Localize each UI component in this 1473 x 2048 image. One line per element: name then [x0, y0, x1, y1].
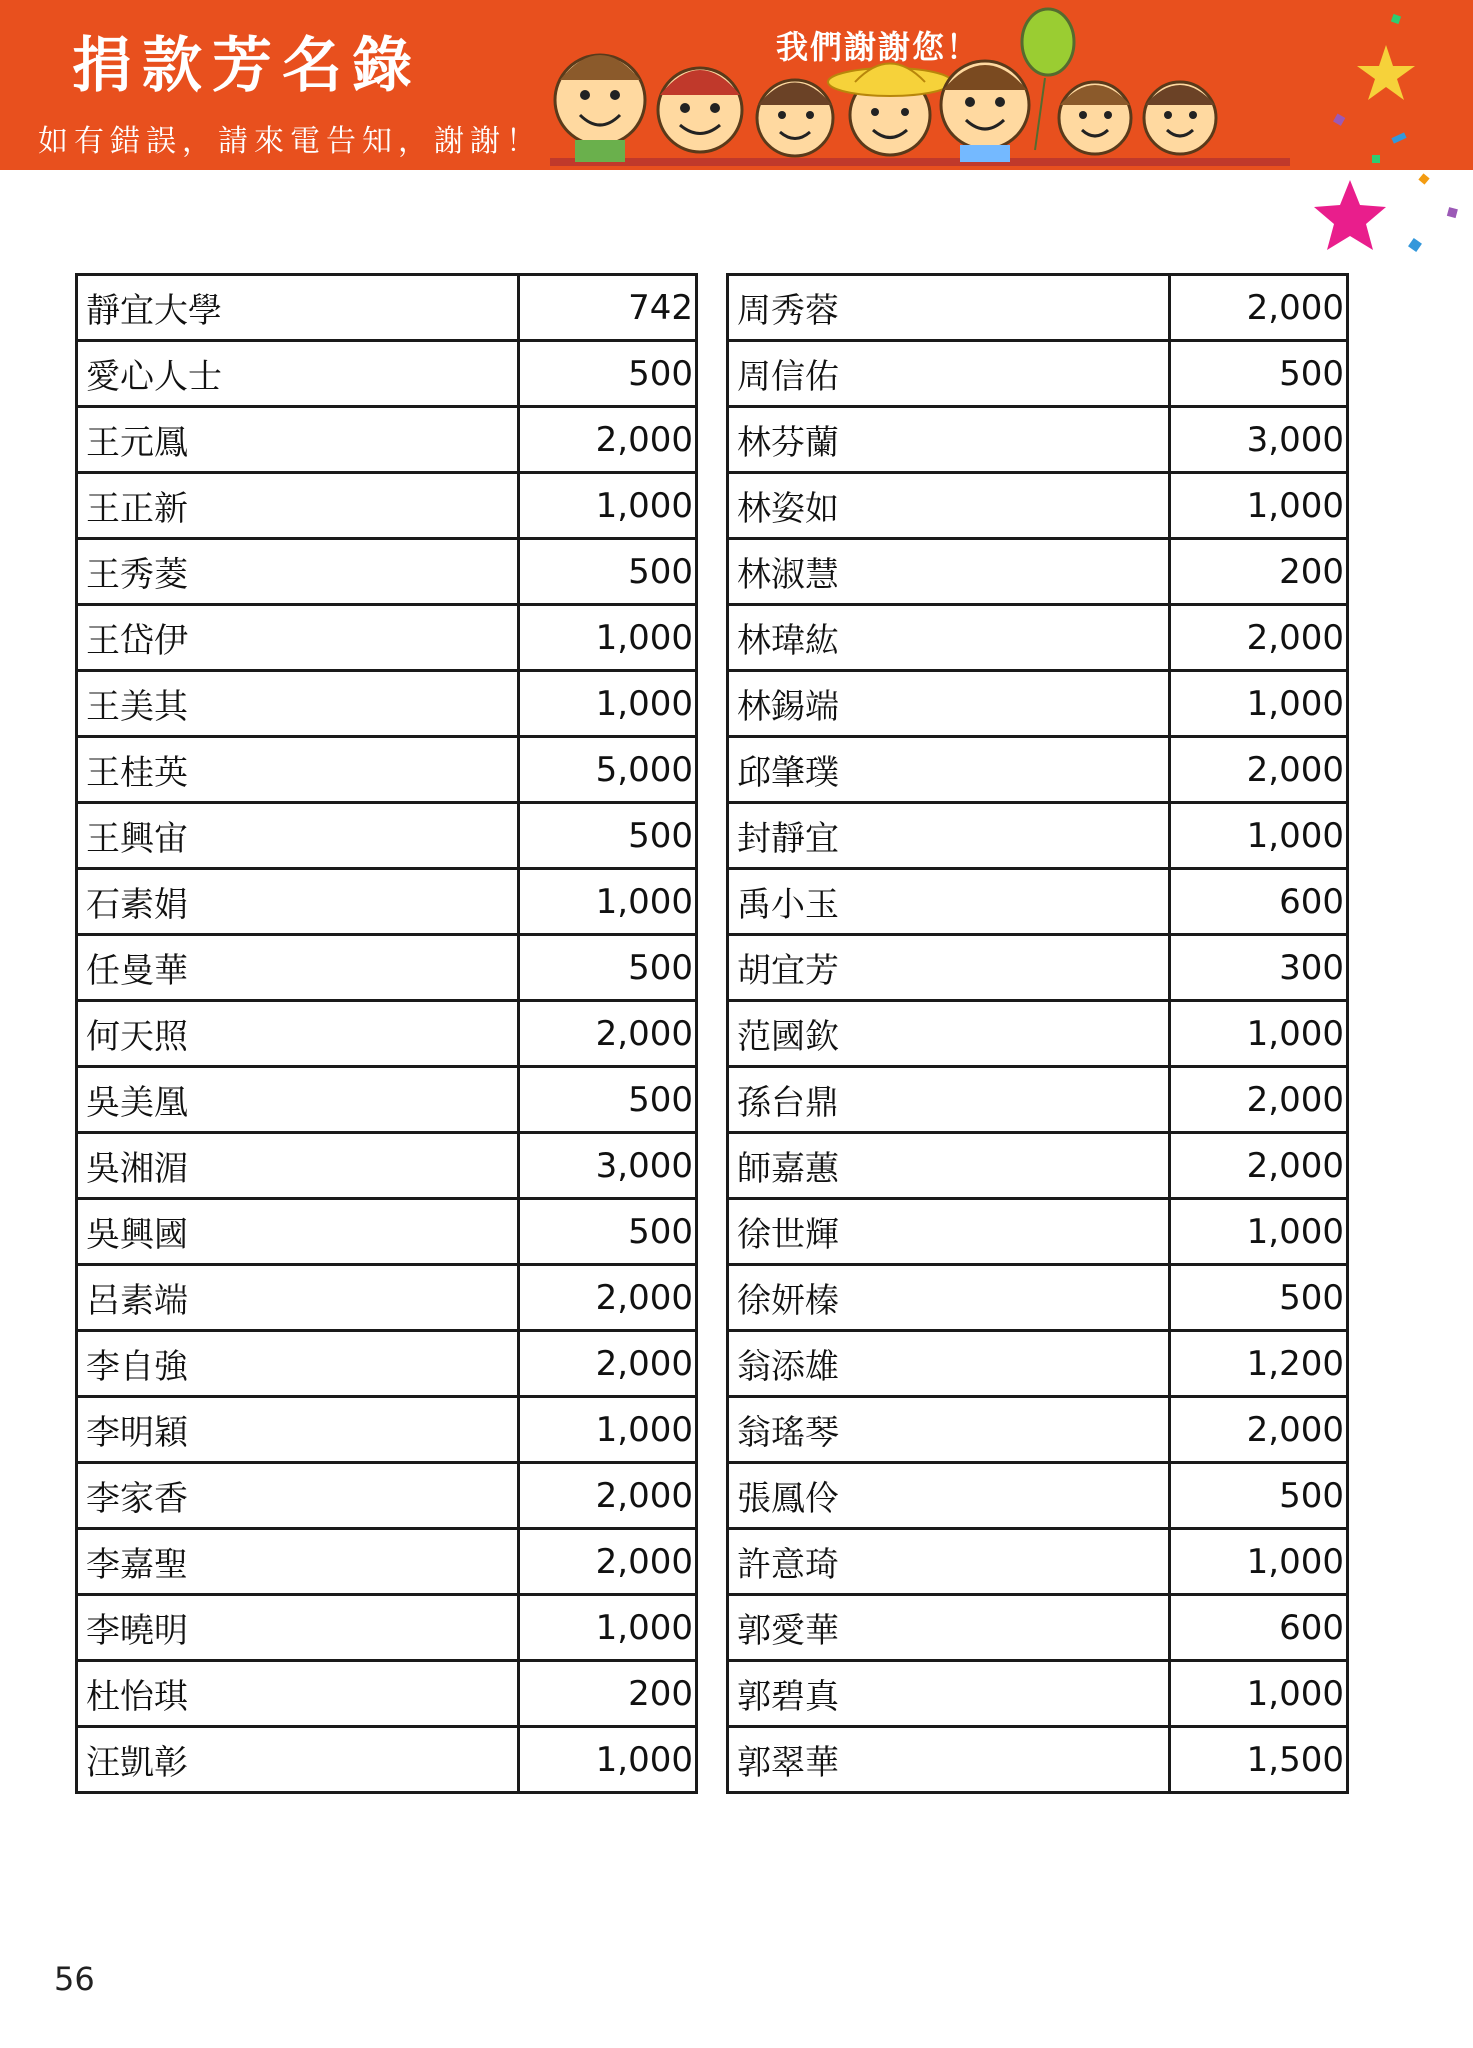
donor-name: 孫台鼎	[728, 1067, 1170, 1133]
table-row	[728, 275, 1348, 341]
table-row	[77, 341, 697, 407]
donor-name: 呂素端	[77, 1265, 519, 1331]
donor-name: 林瑋紘	[728, 605, 1170, 671]
donor-name: 王桂英	[77, 737, 519, 803]
donation-amount: 1,000	[519, 605, 697, 671]
donor-table-left	[75, 273, 698, 1794]
donor-name: 石素娟	[77, 869, 519, 935]
donor-name: 任曼華	[77, 935, 519, 1001]
table-row	[77, 539, 697, 605]
donor-table-right	[726, 273, 1349, 1794]
table-row	[77, 1661, 697, 1727]
table-row	[728, 671, 1348, 737]
table-row	[77, 473, 697, 539]
donation-amount: 200	[1170, 539, 1348, 605]
donor-name: 靜宜大學	[77, 275, 519, 341]
table-row	[728, 605, 1348, 671]
donation-amount: 1,000	[519, 1397, 697, 1463]
table-row	[728, 1661, 1348, 1727]
page-subtitle: 如有錯誤，請來電告知，謝謝！	[38, 124, 542, 159]
donor-name: 邱肇璞	[728, 737, 1170, 803]
donor-name: 封靜宜	[728, 803, 1170, 869]
table-row	[728, 1397, 1348, 1463]
table-row	[77, 1265, 697, 1331]
donation-amount: 1,000	[1170, 803, 1348, 869]
donor-name: 周信佑	[728, 341, 1170, 407]
donation-amount: 2,000	[519, 1463, 697, 1529]
table-row	[77, 1529, 697, 1595]
donation-amount: 2,000	[519, 1265, 697, 1331]
donor-name: 周秀蓉	[728, 275, 1170, 341]
table-row	[728, 1463, 1348, 1529]
donation-amount: 2,000	[519, 1331, 697, 1397]
donor-name: 李嘉聖	[77, 1529, 519, 1595]
donor-name: 徐世輝	[728, 1199, 1170, 1265]
table-row	[77, 1727, 697, 1793]
thanks-text: 我們謝謝您！	[776, 28, 981, 66]
table-row	[77, 605, 697, 671]
table-row	[728, 1727, 1348, 1793]
donor-name: 愛心人士	[77, 341, 519, 407]
donor-name: 吳湘湄	[77, 1133, 519, 1199]
donor-name: 林芬蘭	[728, 407, 1170, 473]
table-row	[728, 803, 1348, 869]
donation-amount: 500	[519, 803, 697, 869]
donation-amount: 1,000	[1170, 1529, 1348, 1595]
donation-amount: 500	[519, 1199, 697, 1265]
donor-name: 李明穎	[77, 1397, 519, 1463]
donation-amount: 1,000	[1170, 1199, 1348, 1265]
page-number: 56	[54, 1960, 95, 1998]
donor-name: 王岱伊	[77, 605, 519, 671]
table-row	[77, 1133, 697, 1199]
page-title: 捐款芳名錄	[72, 31, 422, 101]
donor-name: 郭碧真	[728, 1661, 1170, 1727]
donor-name: 范國欽	[728, 1001, 1170, 1067]
table-row	[77, 935, 697, 1001]
donor-name: 胡宜芳	[728, 935, 1170, 1001]
donor-name: 王美其	[77, 671, 519, 737]
donation-amount: 500	[519, 539, 697, 605]
donor-name: 翁瑤琴	[728, 1397, 1170, 1463]
table-row	[728, 473, 1348, 539]
donation-amount: 5,000	[519, 737, 697, 803]
donation-amount: 500	[1170, 1265, 1348, 1331]
donation-amount: 1,000	[1170, 671, 1348, 737]
donor-name: 翁添雄	[728, 1331, 1170, 1397]
donation-amount: 1,000	[519, 671, 697, 737]
donation-amount: 2,000	[1170, 1397, 1348, 1463]
donation-amount: 1,000	[1170, 1001, 1348, 1067]
donor-name: 王秀菱	[77, 539, 519, 605]
donation-amount: 1,000	[519, 1727, 697, 1793]
table-row	[728, 1133, 1348, 1199]
donation-amount: 2,000	[1170, 605, 1348, 671]
donor-name: 許意琦	[728, 1529, 1170, 1595]
table-row	[77, 1595, 697, 1661]
donor-name: 徐妍榛	[728, 1265, 1170, 1331]
donor-name: 林淑慧	[728, 539, 1170, 605]
star-icon	[1357, 45, 1415, 100]
table-row	[728, 1001, 1348, 1067]
star-confetti-decoration	[1300, 0, 1473, 270]
table-row	[728, 737, 1348, 803]
donor-name: 林錫端	[728, 671, 1170, 737]
donation-amount: 2,000	[519, 1529, 697, 1595]
table-row	[728, 1595, 1348, 1661]
donation-amount: 600	[1170, 869, 1348, 935]
table-row	[728, 1331, 1348, 1397]
donation-amount: 3,000	[519, 1133, 697, 1199]
donation-amount: 500	[519, 935, 697, 1001]
table-row	[77, 671, 697, 737]
donation-amount: 500	[519, 341, 697, 407]
table-row	[728, 869, 1348, 935]
donor-name: 李曉明	[77, 1595, 519, 1661]
table-row	[77, 275, 697, 341]
donation-amount: 1,000	[1170, 1661, 1348, 1727]
donation-amount: 2,000	[1170, 1067, 1348, 1133]
table-row	[728, 1265, 1348, 1331]
table-row	[77, 803, 697, 869]
donation-amount: 2,000	[1170, 737, 1348, 803]
donor-name: 杜怡琪	[77, 1661, 519, 1727]
donation-amount: 742	[519, 275, 697, 341]
donor-name: 林姿如	[728, 473, 1170, 539]
table-row	[77, 1001, 697, 1067]
table-row	[728, 1067, 1348, 1133]
donor-name: 禹小玉	[728, 869, 1170, 935]
donation-amount: 2,000	[1170, 275, 1348, 341]
table-row	[77, 1067, 697, 1133]
donation-amount: 1,200	[1170, 1331, 1348, 1397]
donation-amount: 600	[1170, 1595, 1348, 1661]
donor-name: 師嘉蕙	[728, 1133, 1170, 1199]
donor-name: 吳美凰	[77, 1067, 519, 1133]
donation-amount: 1,000	[519, 869, 697, 935]
donation-amount: 2,000	[519, 407, 697, 473]
donor-name: 王正新	[77, 473, 519, 539]
donor-name: 汪凱彰	[77, 1727, 519, 1793]
table-row	[77, 407, 697, 473]
donor-name: 郭翠華	[728, 1727, 1170, 1793]
table-row	[77, 1463, 697, 1529]
donor-name: 郭愛華	[728, 1595, 1170, 1661]
donation-amount: 3,000	[1170, 407, 1348, 473]
table-row	[728, 935, 1348, 1001]
donation-amount: 1,500	[1170, 1727, 1348, 1793]
table-row	[77, 1199, 697, 1265]
table-row	[77, 1397, 697, 1463]
donation-amount: 300	[1170, 935, 1348, 1001]
donation-amount: 1,000	[519, 1595, 697, 1661]
donation-amount: 2,000	[1170, 1133, 1348, 1199]
table-row	[728, 341, 1348, 407]
donation-amount: 200	[519, 1661, 697, 1727]
table-row	[77, 1331, 697, 1397]
donation-amount: 500	[519, 1067, 697, 1133]
table-row	[728, 407, 1348, 473]
table-row	[77, 869, 697, 935]
donation-amount: 500	[1170, 1463, 1348, 1529]
donation-amount: 2,000	[519, 1001, 697, 1067]
donation-amount: 1,000	[519, 473, 697, 539]
donor-name: 李家香	[77, 1463, 519, 1529]
donor-name: 張鳳伶	[728, 1463, 1170, 1529]
table-row	[728, 1199, 1348, 1265]
star-icon	[1314, 180, 1386, 250]
donor-name: 吳興國	[77, 1199, 519, 1265]
donation-amount: 1,000	[1170, 473, 1348, 539]
table-row	[77, 737, 697, 803]
donor-name: 何天照	[77, 1001, 519, 1067]
donor-name: 王興宙	[77, 803, 519, 869]
table-row	[728, 1529, 1348, 1595]
donor-name: 王元鳳	[77, 407, 519, 473]
donation-amount: 500	[1170, 341, 1348, 407]
table-row	[728, 539, 1348, 605]
donor-name: 李自強	[77, 1331, 519, 1397]
